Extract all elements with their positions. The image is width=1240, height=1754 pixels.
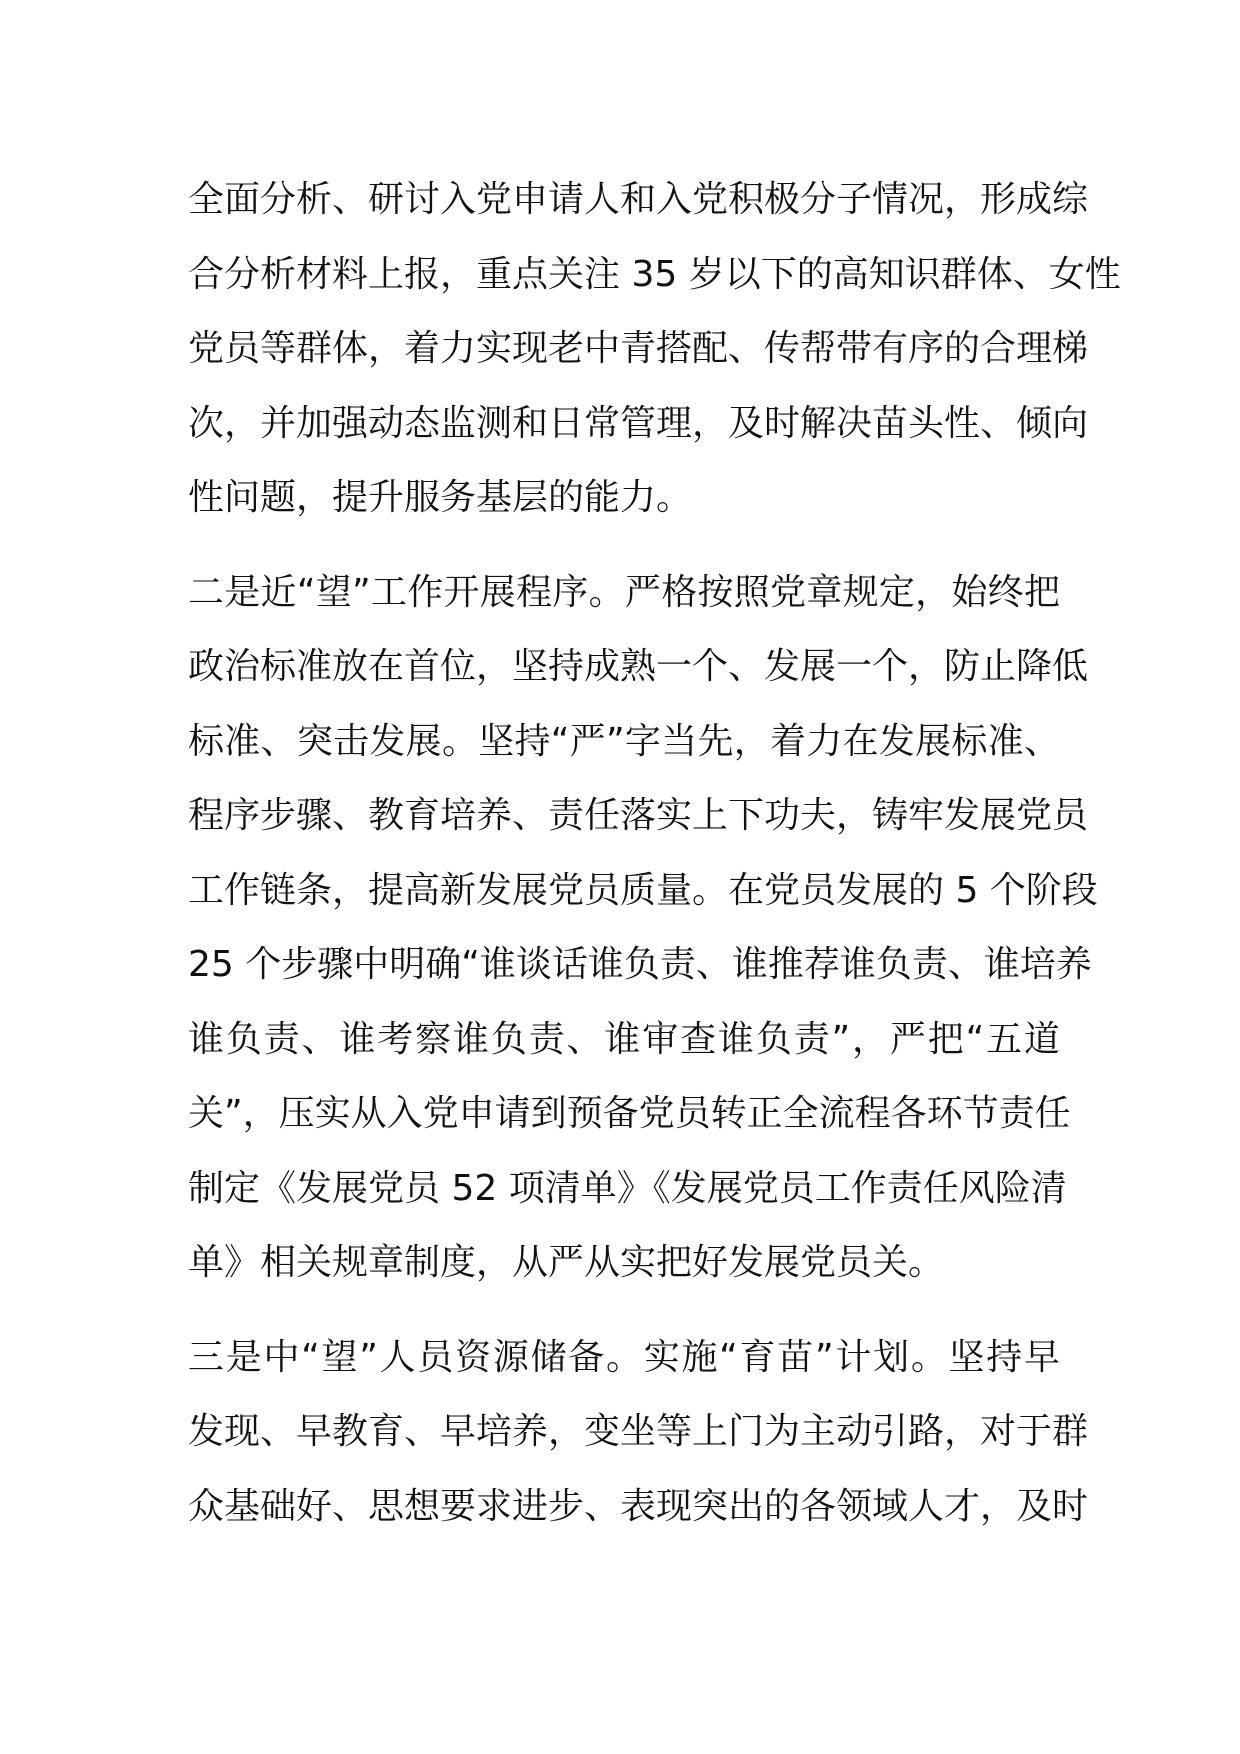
document-body [188,163,1121,1544]
paragraph-2 [188,556,1098,1301]
text-line: 工作链条，提高新发展党员质量。在党员发展的 5 个阶段 [188,869,1098,911]
text-line: 三是中“望”人员资源储备。实施“育苗”计划。坚持早 [188,1336,1060,1378]
text-line: 关”，压实从入党申请到预备党员转正全流程各环节责任 [188,1093,1071,1134]
text-line: 25 个步骤中明确“谁谈话谁负责、谁推荐谁负责、谁培养 [188,944,1092,985]
text-line: 政治标准放在首位，坚持成熟一个、发展一个，防止降低 [188,646,1089,687]
text-line: 程序步骤、教育培养、责任落实上下功夫，铸牢发展党员 [188,795,1089,836]
text-line: 党员等群体，着力实现老中青搭配、传帮带有序的合理梯 [188,328,1089,369]
text-line: 发现、早教育、早培养，变坐等上门为主动引路，对于群 [188,1411,1089,1452]
paragraph-3 [188,1321,1089,1545]
text-line: 性问题，提升服务基层的能力。 [188,477,693,518]
text-line: 全面分析、研讨入党申请人和入党积极分子情况，形成综 [188,179,1089,220]
text-line: 合分析材料上报，重点关注 35 岁以下的高知识群体、女性 [188,253,1121,295]
text-line: 次，并加强动态监测和日常管理，及时解决苗头性、倾向 [188,402,1089,444]
text-line: 谁负责、谁考察谁负责、谁审查谁负责”，严把“五道 [188,1018,1060,1060]
text-line: 标准、突击发展。坚持“严”字当先，着力在发展标准、 [188,720,1060,762]
text-line: 众基础好、思想要求进步、表现突出的各领域人才，及时 [188,1485,1089,1527]
text-line: 二是近“望”工作开展程序。严格按照党章规定，始终把 [188,571,1060,613]
text-line: 制定《发展党员 52 项清单》《发展党员工作责任风险清 [188,1167,1067,1209]
text-line: 单》相关规章制度，从严从实把好发展党员关。 [188,1242,945,1283]
paragraph-1 [188,163,1121,536]
